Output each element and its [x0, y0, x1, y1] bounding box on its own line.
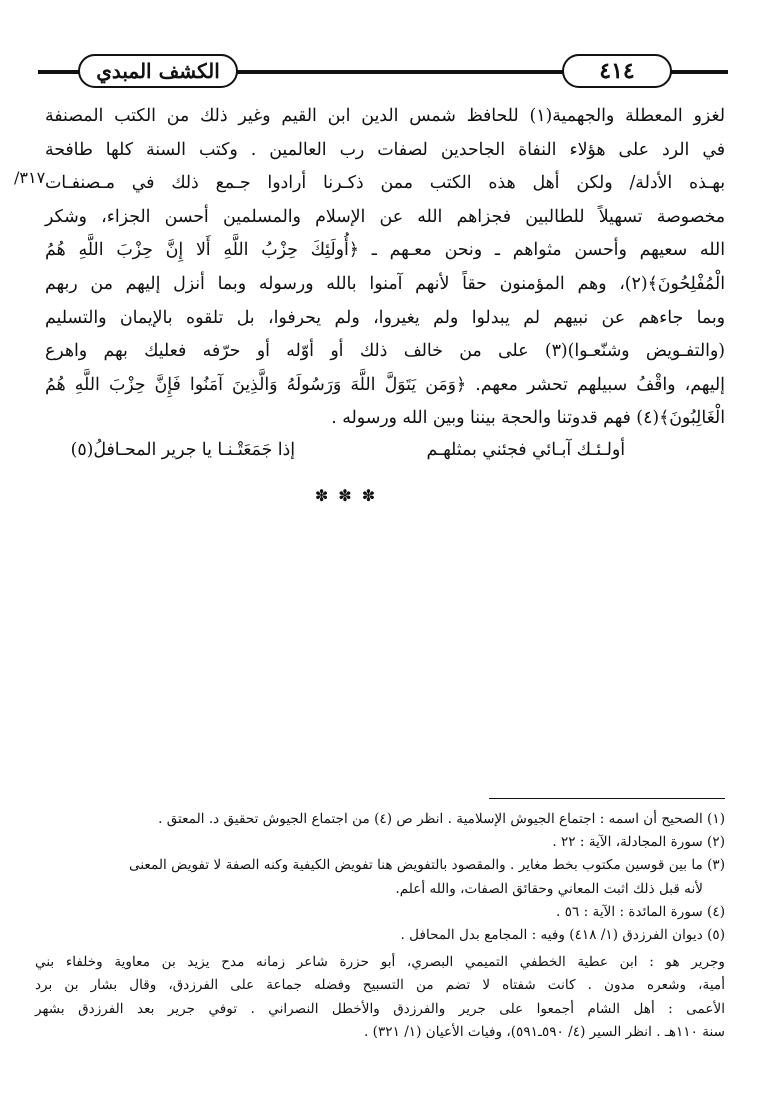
body-line: (والتفـويض وشنّعـوا)(٣) على من خالف ذلك أو أوّله أو حرّفه فعليك بهم واهرع: [45, 341, 725, 362]
body-line: في الرد على هؤلاء النفاة الجاحدين لصفات رب العالمين . وكتب السنة كلها طافحة: [45, 139, 725, 160]
body-line: مخصوصة تسهيلاً للطالبين فجزاهم الله عن الإسلام والمسلمين أحسن الجزاء، وشكر: [45, 206, 725, 227]
page-number: ٤١٤: [562, 54, 672, 88]
book-title: الكشف المبدي: [78, 54, 238, 88]
footnote-block-line: سنة ١١٠هـ . انظر السير (٤/ ٥٩٠ـ٥٩١)، وفيات الأعيان (١/ ٣٢١) .: [364, 1023, 725, 1040]
footnote-5-biography: [35, 951, 725, 1044]
page-header: [38, 52, 728, 94]
section-separator-stars: ✽✽✽: [314, 486, 386, 505]
body-line: الله سعيهم وأحسن مثواهم ـ ونحن معـهم ـ ﴿أُولَئِكَ حِزْبُ اللَّهِ أَلا إِنَّ حِزْبَ اللَّهِ هُمُ: [45, 240, 725, 261]
footnote-block-line: وجرير هو : ابن عطية الخطفي التميمي البصري، أبو حزرة شاعر زمانه مدح يزيد بن معاوية وخلفاء بني: [35, 954, 725, 971]
verse-hemistich-first: أولـئـك آبـائي فجئني بمثلهـم: [426, 440, 625, 460]
footnote-block-line: أمية، وشعره مدون . كانت شفتاه لا تضم من التسبيح وفضله جماعة على الفرزدق، وقال بشار بن برد: [35, 977, 725, 994]
main-text: [45, 100, 725, 436]
footnotes: [35, 808, 725, 1044]
manuscript-margin-note: ٣١٧/: [14, 168, 46, 187]
body-line: وبما جاءهم عن نبيهم لم يبدلوا ولم يغيروا، ولم يحرفوا، بل تلقوه بالإيمان والتسليم: [45, 307, 725, 328]
body-line: إليهم، واقْفُ سبيلهم تحشر معهم. ﴿وَمَن يَتَوَلَّ اللَّهَ وَرَسُولَهُ وَالَّذِينَ آمَنُوا فَإِنَّ حِزْبَ اللَّهِ هُمُ: [45, 374, 725, 395]
footnote-3: (٣) ما بين قوسين مكتوب بخط مغاير . والمقصود بالتفويض هنا تفويض الكيفية وكنه الصفة لا تفويض المعنى لأنه قبل ذلك اثبت المعاني وحقائق الصفات، والله أعلم.: [35, 854, 725, 900]
footnote-divider: [489, 798, 725, 799]
body-line: الْغَالِبُونَ﴾(٤) فهم قدوتنا والحجة بيننا وبين الله ورسوله .: [331, 408, 725, 429]
footnote-1: (١) الصحيح أن اسمه : اجتماع الجيوش الإسلامية . انظر ص (٤) من اجتماع الجيوش تحقيق د. المعتق .: [158, 811, 725, 827]
footnote-5: (٥) ديوان الفرزدق (١/ ٤١٨) وفيه : المجامع بدل المحافل .: [400, 927, 725, 944]
footnote-3-continuation: لأنه قبل ذلك اثبت المعاني وحقائق الصفات، والله أعلم.: [395, 880, 703, 897]
footnote-4: (٤) سورة المائدة : الآية : ٥٦ .: [556, 903, 725, 920]
body-line: بهـذه الأدلة/ ولكن أهل هذه الكتب ممن ذكـرنا أرادوا جـمع ذلك في مـصنفـات: [45, 173, 725, 194]
footnote-2: (٢) سورة المجادلة، الآية : ٢٢ .: [552, 834, 725, 851]
body-line: لغزو المعطلة والجهمية(١) للحافظ شمس الدين ابن القيم وغير ذلك من الكتب المصنفة: [45, 106, 725, 126]
body-line: الْمُفْلِحُونَ﴾(٢)، وهم المؤمنون حقاً لأنهم آمنوا بالله ورسوله وبما أنزل إليهم من ربهم: [45, 273, 725, 294]
verse-hemistich-second: إذا جَمَعَتْـنـا يا جرير المحـافلُ(٥): [70, 440, 295, 460]
footnote-block-line: الأعمى : أهل الشام أجمعوا على جرير والفرزدق والأخطل النصراني . توفي جرير بعد الفرزدق بشهر: [35, 1000, 725, 1017]
